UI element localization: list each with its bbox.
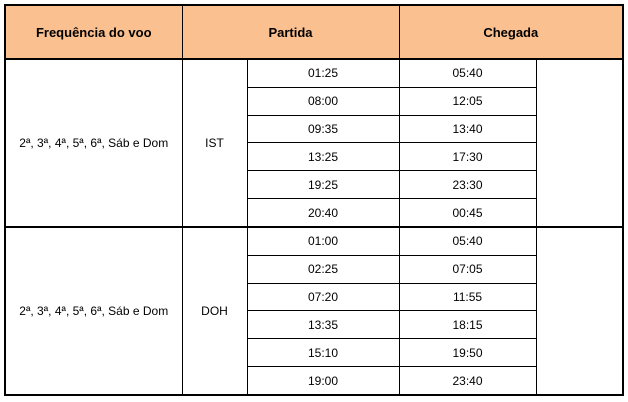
arrival-time-cell: 19:50 [399,339,536,367]
schedule-body [5,59,623,395]
departure-time-cell: 02:25 [247,255,399,283]
departure-time-cell: 13:25 [247,143,399,171]
arrival-time-cell: 18:15 [399,311,536,339]
departure-time-cell: 20:40 [247,199,399,227]
arrival-time-cell: 17:30 [399,143,536,171]
table-row [5,59,623,87]
departure-time-cell: 01:00 [247,227,399,255]
departure-time-cell: 19:00 [247,367,399,395]
departure-time-cell: 19:25 [247,171,399,199]
departure-time-cell: 01:25 [247,59,399,87]
origin-cell: DOH [182,227,247,395]
arrival-time-cell: 23:30 [399,171,536,199]
departure-time-cell: 08:00 [247,87,399,115]
arrival-time-cell: 05:40 [399,59,536,87]
empty-cell [536,227,623,395]
header-arrival: Chegada [399,5,623,59]
flight-schedule-table [4,4,624,396]
arrival-time-cell: 23:40 [399,367,536,395]
departure-time-cell: 09:35 [247,115,399,143]
arrival-time-cell: 12:05 [399,87,536,115]
header-departure: Partida [182,5,399,59]
arrival-time-cell: 11:55 [399,283,536,311]
departure-time-cell: 13:35 [247,311,399,339]
frequency-cell: 2ª, 3ª, 4ª, 5ª, 6ª, Sáb e Dom [5,59,182,227]
table-row [5,227,623,255]
arrival-time-cell: 00:45 [399,199,536,227]
departure-time-cell: 07:20 [247,283,399,311]
frequency-cell: 2ª, 3ª, 4ª, 5ª, 6ª, Sáb e Dom [5,227,182,395]
origin-cell: IST [182,59,247,227]
header-frequency: Frequência do voo [5,5,182,59]
departure-time-cell: 15:10 [247,339,399,367]
arrival-time-cell: 07:05 [399,255,536,283]
empty-cell [536,59,623,227]
arrival-time-cell: 13:40 [399,115,536,143]
header-row [5,5,623,59]
arrival-time-cell: 05:40 [399,227,536,255]
